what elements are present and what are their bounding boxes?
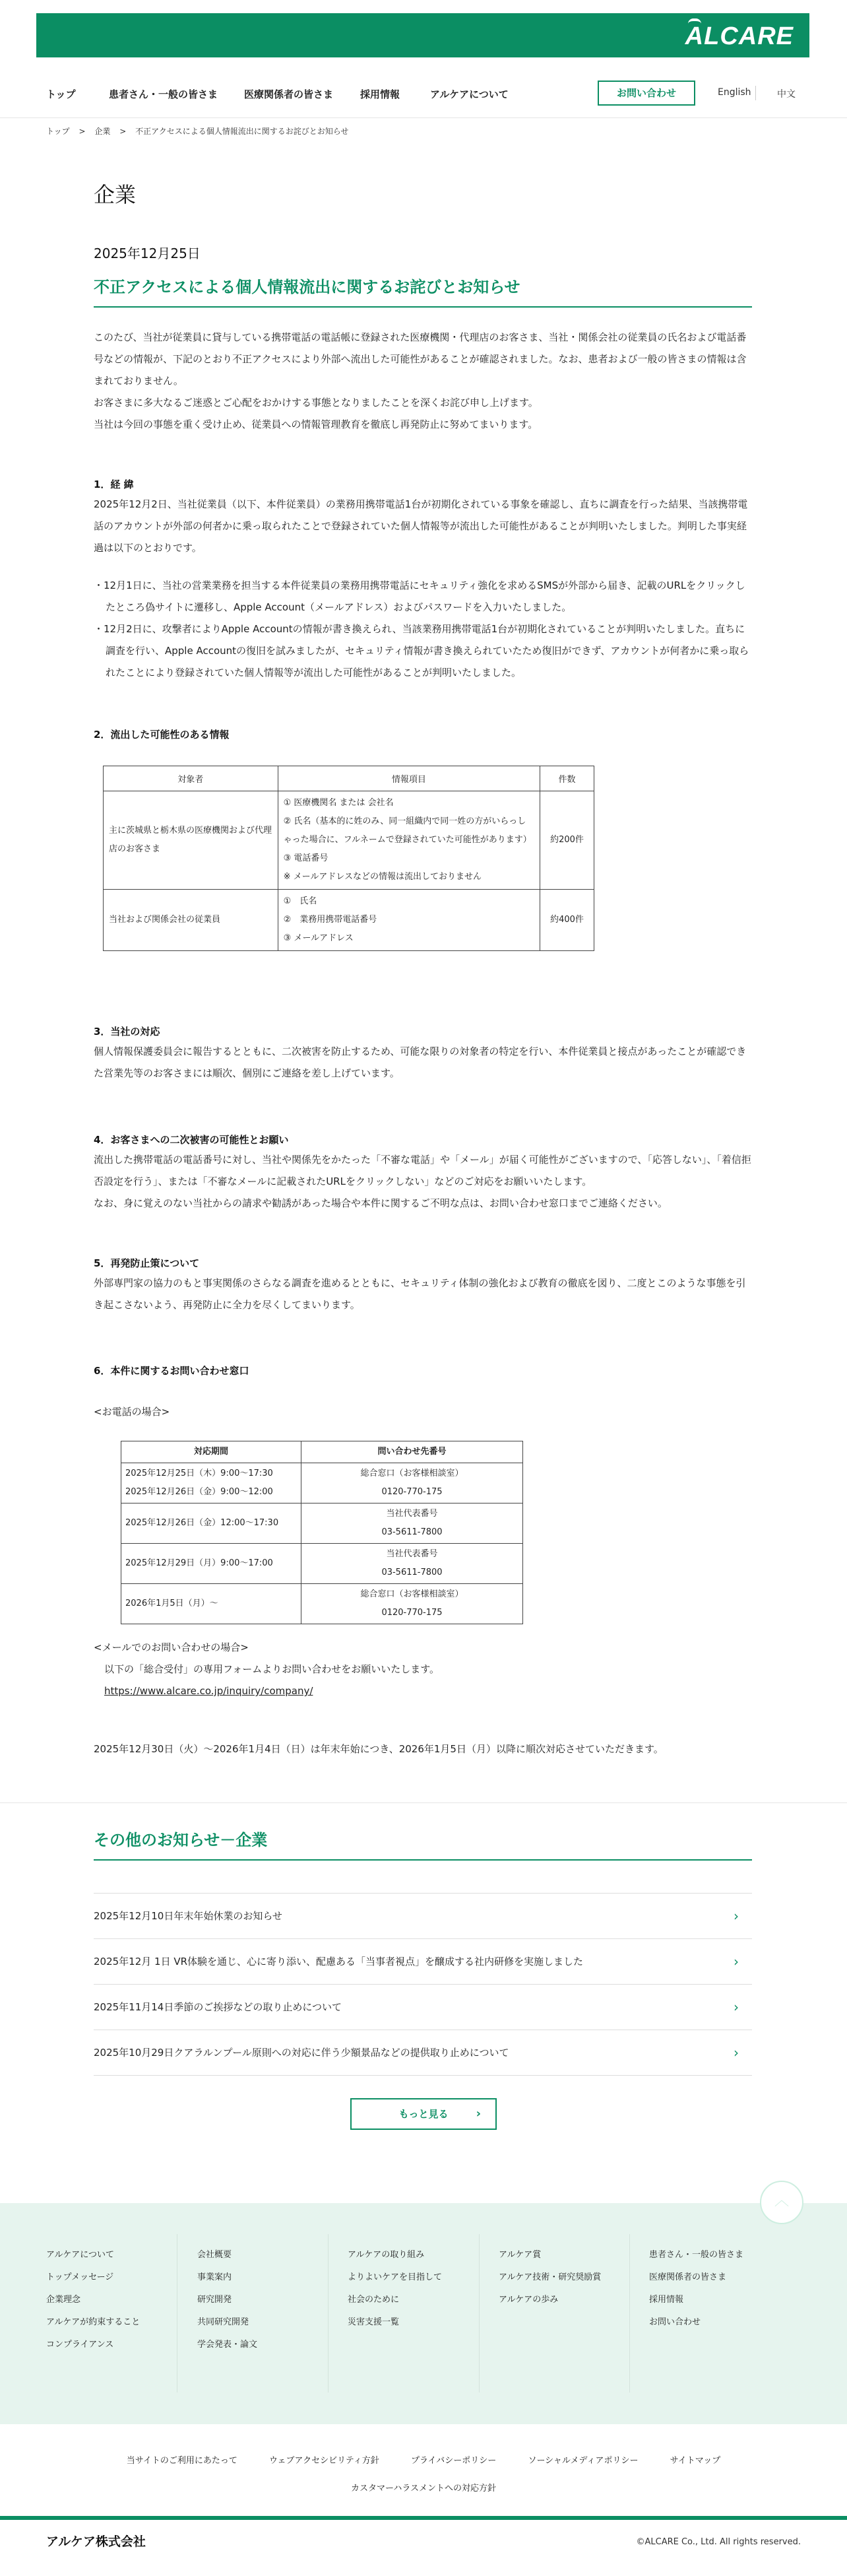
mail-link-row <box>94 1680 752 1702</box>
footer-divider <box>629 2234 630 2393</box>
section-divider <box>0 1802 847 1803</box>
info-item: ※ メールアドレスなどの情報は流出しておりません <box>283 872 482 882</box>
footer-col-audience <box>649 2244 743 2334</box>
section-1-bullet: ・12月1日に、当社の営業業務を担当する本件従業員の業務用携帯電話にセキュリティ強化を求めるSMSが外部から届き、記載のURLをクリックしたところ偽サイトに遷移し、Apple Account（メールアドレス）およびパスワードを入力いたしました。 <box>94 579 745 613</box>
footer-col-company <box>197 2244 257 2356</box>
footer-link[interactable]: アルケアの歩み <box>499 2295 559 2305</box>
footer-policy-link[interactable]: 当サイトのご利用にあたって <box>126 2456 237 2466</box>
footer-policy-link[interactable]: ウェブアクセシビリティ方針 <box>269 2456 379 2466</box>
footer-policy-links <box>0 2447 847 2503</box>
table-header: 件数 <box>540 766 594 791</box>
nav-patients[interactable]: 患者さん・一般の皆さま <box>109 88 218 100</box>
section-1-title: 1．経 緯 <box>94 479 134 490</box>
chevron-right-icon: › <box>734 1954 739 1969</box>
contact-number: 0120-770-175 <box>381 1487 443 1497</box>
table-cell <box>278 791 540 890</box>
table-cell: 当社および関係会社の従業員 <box>104 890 278 951</box>
mail-label: <メールでのお問い合わせの場合> <box>94 1641 249 1653</box>
contact-name: 当社代表番号 <box>386 1549 438 1559</box>
footer-link[interactable]: 事業案内 <box>197 2272 232 2282</box>
footer-divider <box>328 2234 329 2393</box>
footer-col-about <box>46 2244 140 2356</box>
nav-about[interactable]: アルケアについて <box>430 88 509 100</box>
contact-table <box>121 1441 523 1624</box>
table-cell: 約400件 <box>540 890 594 951</box>
news-item[interactable] <box>94 2030 752 2076</box>
table-header: 対象者 <box>104 766 278 791</box>
news-item[interactable] <box>94 1894 752 1939</box>
table-row <box>121 1463 523 1503</box>
lang-chinese[interactable]: 中文 <box>777 89 796 100</box>
footer-accent-line <box>0 2516 847 2520</box>
table-row <box>121 1584 523 1624</box>
table-header: 情報項目 <box>278 766 540 791</box>
logo-arc-icon <box>688 18 701 24</box>
contact-name: 当社代表番号 <box>386 1509 438 1519</box>
news-item[interactable] <box>94 1939 752 1985</box>
footer-link[interactable]: 共同研究開発 <box>197 2317 249 2327</box>
main-nav <box>0 78 847 115</box>
contact-number: 0120-770-175 <box>381 1608 443 1618</box>
contact-name: 総合窓口（お客様相談室） <box>360 1469 464 1478</box>
contact-number: 03-5611-7800 <box>381 1568 443 1577</box>
footer-link[interactable]: 企業理念 <box>46 2295 81 2305</box>
alcare-logo[interactable] <box>685 22 794 51</box>
chevron-right-icon: › <box>734 1999 739 2015</box>
footer-link[interactable]: 研究開発 <box>197 2295 232 2305</box>
nav-recruit[interactable]: 採用情報 <box>360 88 400 100</box>
table-header: 対応期間 <box>121 1441 301 1463</box>
footer-policy-link[interactable]: カスタマーハラスメントへの対応方針 <box>351 2484 496 2493</box>
table-row <box>121 1503 523 1544</box>
nav-medical[interactable]: 医療関係者の皆さま <box>244 88 334 100</box>
footer-policy-link[interactable]: サイトマップ <box>670 2456 721 2466</box>
intro-text <box>94 327 752 436</box>
other-news <box>94 1827 752 2121</box>
more-button[interactable] <box>350 2098 497 2130</box>
section-5-body: 外部専門家の協力のもと事実関係のさらなる調査を進めるとともに、セキュリティ体制の強化および教育の徹底を図り、二度とこのような事態を引き起こさないよう、再発防止に全力を尽くしてまいります。 <box>94 1277 746 1311</box>
article-date: 2025年12月25日 <box>94 246 201 261</box>
section-4-title: 4．お客さまへの二次被害の可能性とお願い <box>94 1134 289 1146</box>
breadcrumb-current: 不正アクセスによる個人情報流出に関するお詫びとお知らせ <box>135 127 349 136</box>
footer-link[interactable]: 災害支援一覧 <box>348 2317 400 2327</box>
chevron-right-icon: › <box>734 2045 739 2061</box>
table-cell: 主に茨城県と栃木県の医療機関および代理店のお客さま <box>104 791 278 890</box>
footer-link[interactable]: アルケア技術・研究奨励賞 <box>499 2272 602 2282</box>
info-item: ① 医療機関名 または 会社名 <box>283 798 394 808</box>
section-3-body: 個人情報保護委員会に報告するとともに、二次被害を防止するため、可能な限りの対象者の特定を行い、本件従業員と接点があったことが確認できた営業先等のお客さまには順次、個別にご連絡を差し上げています。 <box>94 1045 747 1079</box>
breadcrumb-company[interactable]: 企業 <box>94 127 111 136</box>
news-item-text: 2025年12月10日年末年始休業のお知らせ <box>94 1910 282 1922</box>
news-item[interactable] <box>94 1985 752 2030</box>
info-item: ① 氏名 <box>283 896 317 906</box>
intro-paragraph: このたび、当社が従業員に貸与している携帯電話の電話帳に登録された医療機関・代理店のお客さま、当社・関係会社の従業員の氏名および電話番号などの情報が、下記のとおり不正アクセスにより外部へ流出した可能性があることが確認されました。なお、患者および一般の皆さまの情報は含まれておりません。 <box>94 331 747 387</box>
breadcrumb <box>46 125 355 137</box>
table-cell: 2025年12月29日（月）9:00～17:00 <box>121 1544 301 1584</box>
breadcrumb-sep: > <box>119 127 127 136</box>
news-item-text: 2025年10月29日クアラルンプール原則への対応に伴う少額景品などの提供取り止めについて <box>94 2047 509 2059</box>
logo-text: ALCARE <box>685 22 794 50</box>
info-item: ② 氏名（基本的に姓のみ、同一組織内で同一姓の方がいらっしゃった場合に、フルネームで登録されていた可能性があります） <box>283 816 532 845</box>
info-item: ② 業務用携帯電話番号 <box>283 915 377 925</box>
contact-name: 総合窓口（お客様相談室） <box>360 1589 464 1599</box>
table-cell: 約200件 <box>540 791 594 890</box>
section-3-title: 3．当社の対応 <box>94 1026 160 1038</box>
table-row <box>104 890 594 951</box>
footer-link[interactable]: アルケアが約束すること <box>46 2317 141 2327</box>
footer-link[interactable]: アルケアについて <box>46 2250 114 2260</box>
table-cell <box>121 1463 301 1503</box>
section-6-title: 6．本件に関するお問い合わせ窓口 <box>94 1365 249 1377</box>
table-row <box>121 1544 523 1584</box>
page-title: 企業 <box>94 182 137 207</box>
other-news-title: その他のお知らせ－企業 <box>94 1827 752 1861</box>
footer-link[interactable]: 患者さん・一般の皆さま <box>649 2250 744 2260</box>
inquiry-link[interactable]: https://www.alcare.co.jp/inquiry/company/ <box>104 1685 313 1697</box>
section-5-title: 5．再発防止策について <box>94 1257 200 1269</box>
chevron-right-icon: › <box>476 2107 481 2121</box>
article-headline: 不正アクセスによる個人情報流出に関するお詫びとお知らせ <box>94 274 752 308</box>
article <box>94 178 752 1755</box>
closing-text: 2025年12月30日（火）～2026年1月4日（日）は年末年始につき、2026年1月5日（月）以降に順次対応させていただきます。 <box>94 1743 664 1755</box>
footer-policy-link[interactable]: プライバシーポリシー <box>410 2456 497 2466</box>
more-button-label: もっと見る <box>398 2108 449 2120</box>
chevron-right-icon: › <box>734 1908 739 1924</box>
nav-top[interactable]: トップ <box>46 88 76 100</box>
intro-paragraph: 当社は今回の事態を重く受け止め、従業員への情報管理教育を徹底し再発防止に努めてまいります。 <box>94 418 538 430</box>
footer-link[interactable]: お問い合わせ <box>649 2317 701 2327</box>
footer-col-initiatives <box>348 2244 442 2334</box>
footer-link[interactable]: アルケア賞 <box>499 2250 542 2260</box>
table-row <box>104 791 594 890</box>
footer-link[interactable]: アルケアの取り組み <box>348 2250 425 2260</box>
breadcrumb-top[interactable]: トップ <box>46 127 70 136</box>
period-text: 2025年12月25日（木）9:00～17:30 <box>125 1469 273 1478</box>
footer-divider <box>479 2234 480 2393</box>
intro-paragraph: お客さまに多大なるご迷惑とご心配をおかけする事態となりましたことを深くお詫び申し上げます。 <box>94 397 538 409</box>
footer-col-awards <box>499 2244 601 2311</box>
table-cell <box>301 1544 523 1584</box>
news-list <box>94 1893 752 2076</box>
section-4-paragraph: なお、身に覚えのない当社からの請求や勧誘があった場合や本件に関するご不明な点は、お問い合わせ窓口までご連絡ください。 <box>94 1197 668 1209</box>
phone-label: <お電話の場合> <box>94 1406 170 1418</box>
footer-link[interactable]: コンプライアンス <box>46 2340 114 2350</box>
footer-policy-link[interactable]: ソーシャルメディアポリシー <box>528 2456 639 2466</box>
chevron-up-icon: ︿ <box>774 2193 789 2209</box>
table-cell: 2025年12月26日（金）12:00～17:30 <box>121 1503 301 1544</box>
section-1-body: 2025年12月2日、当社従業員（以下、本件従業員）の業務用携帯電話1台が初期化されている事象を確認し、直ちに調査を行った結果、当該携帯電話のアカウントが外部の何者かに乗っ取られたことで登録されていた個人情報等が流出した可能性があることが判明いたしました。判明した事実経過は以下のとおりです。 <box>94 498 748 554</box>
footer-link[interactable]: 学会発表・論文 <box>197 2340 258 2350</box>
contact-number: 03-5611-7800 <box>381 1527 443 1537</box>
lang-divider <box>755 86 756 100</box>
table-cell <box>301 1463 523 1503</box>
breadcrumb-sep: > <box>78 127 86 136</box>
nav-divider <box>0 117 847 118</box>
section-4-body <box>94 1149 752 1214</box>
footer-link[interactable]: よりよいケアを目指して <box>348 2272 443 2282</box>
news-item-text: 2025年12月 1日 VR体験を通じ、心に寄り添い、配慮ある「当事者視点」を醸成する社内研修を実施しました <box>94 1956 584 1967</box>
footer-link[interactable]: 採用情報 <box>649 2295 684 2305</box>
table-cell <box>301 1584 523 1624</box>
footer-link[interactable]: 社会のために <box>348 2295 400 2305</box>
info-item: ③ メールアドレス <box>283 933 354 943</box>
copyright: ©ALCARE Co., Ltd. All rights reserved. <box>636 2537 801 2547</box>
info-item: ③ 電話番号 <box>283 853 329 863</box>
section-2-title: 2．流出した可能性のある情報 <box>94 729 230 741</box>
mail-body: 以下の「総合受付」の専用フォームよりお問い合わせをお願いいたします。 <box>104 1663 440 1675</box>
company-name: アルケア株式会社 <box>46 2534 146 2549</box>
contact-button[interactable]: お問い合わせ <box>598 81 695 106</box>
period-text: 2025年12月26日（金）9:00～12:00 <box>125 1487 273 1497</box>
lang-english[interactable]: English <box>718 87 751 98</box>
news-item-text: 2025年11月14日季節のご挨拶などの取り止めについて <box>94 2001 342 2013</box>
leaked-info-table <box>103 766 594 951</box>
header-bar <box>36 13 809 57</box>
footer-link[interactable]: 医療関係者の皆さま <box>649 2272 727 2282</box>
table-cell <box>301 1503 523 1544</box>
table-cell: 2026年1月5日（月）～ <box>121 1584 301 1624</box>
section-4-paragraph: 流出した携帯電話の電話番号に対し、当社や関係先をかたった「不審な電話」や「メール」が届く可能性がございますので、「応答しない」、「着信拒否設定を行う」、または「不審なメールに記載されたURLをクリックしない」などのご対応をお願いいたします。 <box>94 1154 751 1187</box>
footer-link[interactable]: 会社概要 <box>197 2250 232 2260</box>
table-cell <box>278 890 540 951</box>
page-top-button[interactable] <box>760 2181 803 2224</box>
table-header: 問い合わせ先番号 <box>301 1441 523 1463</box>
footer-link[interactable]: トップメッセージ <box>46 2272 114 2282</box>
section-1-bullet: ・12月2日に、攻撃者によりApple Accountの情報が書き換えられ、当該業務用携帯電話1台が初期化されていることが判明いたしました。直ちに調査を行い、Apple Accountの復旧を試みましたが、セキュリティ情報が書き換えられていたため復旧ができず、アカウントが何者かに乗っ取られたことにより登録されていた個人情報等が流出した可能性があることが判明いたしました。 <box>94 623 749 678</box>
